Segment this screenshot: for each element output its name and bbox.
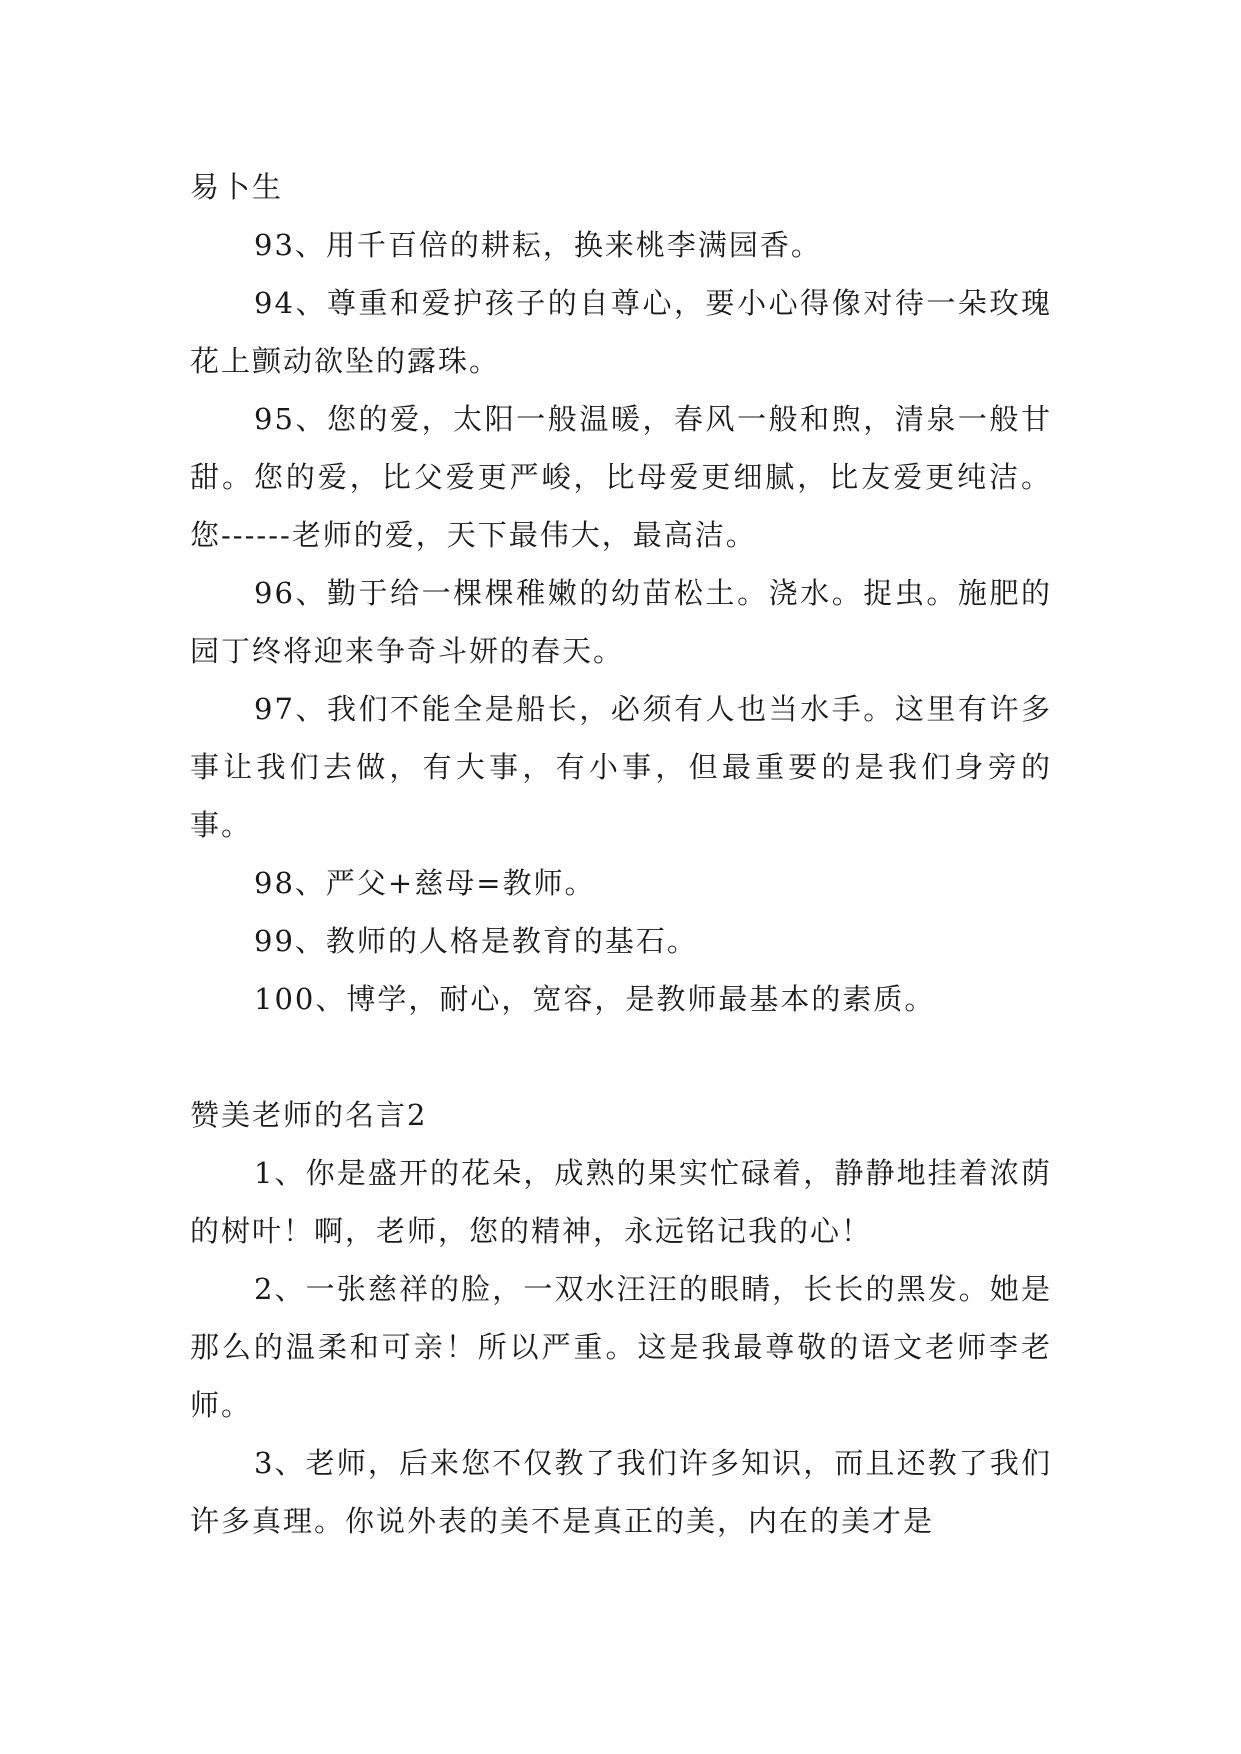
quote-item-3: 3、老师，后来您不仅教了我们许多知识，而且还教了我们许多真理。你说外表的美不是真正的美，内在的美才是 [190, 1446, 1052, 1538]
quote-item-94: 94、尊重和爱护孩子的自尊心，要小心得像对待一朵玫瑰花上颤动欲坠的露珠。 [190, 286, 1052, 378]
quote-item-95: 95、您的爱，太阳一般温暖，春风一般和煦，清泉一般甘甜。您的爱，比父爱更严峻，比母爱更细腻，比友爱更纯洁。您------老师的爱，天下最伟大，最高洁。 [190, 402, 1052, 552]
quote-item-100: 100、博学，耐心，宽容，是教师最基本的素质。 [254, 982, 936, 1016]
section-heading: 赞美老师的名言2 [190, 1098, 428, 1132]
quote-item-98: 98、严父+慈母=教师。 [254, 866, 596, 900]
quote-item-93: 93、用千百倍的耕耘，换来桃李满园香。 [254, 228, 822, 262]
quote-item-2: 2、一张慈祥的脸，一双水汪汪的眼睛，长长的黑发。她是那么的温柔和可亲！所以严重。这是我最尊敬的语文老师李老师。 [190, 1272, 1052, 1422]
quote-item-1: 1、你是盛开的花朵，成熟的果实忙碌着，静静地挂着浓荫的树叶！啊，老师，您的精神，永远铭记我的心！ [190, 1156, 1052, 1248]
quote-item-96: 96、勤于给一棵棵稚嫩的幼苗松土。浇水。捉虫。施肥的园丁终将迎来争奇斗妍的春天。 [190, 576, 1052, 668]
quote-item-99: 99、教师的人格是教育的基石。 [254, 924, 698, 958]
author-line: 易卜生 [190, 170, 284, 204]
document-page [190, 158, 1052, 1550]
quote-item-97: 97、我们不能全是船长，必须有人也当水手。这里有许多事让我们去做，有大事，有小事，但最重要的是我们身旁的事。 [190, 692, 1052, 842]
